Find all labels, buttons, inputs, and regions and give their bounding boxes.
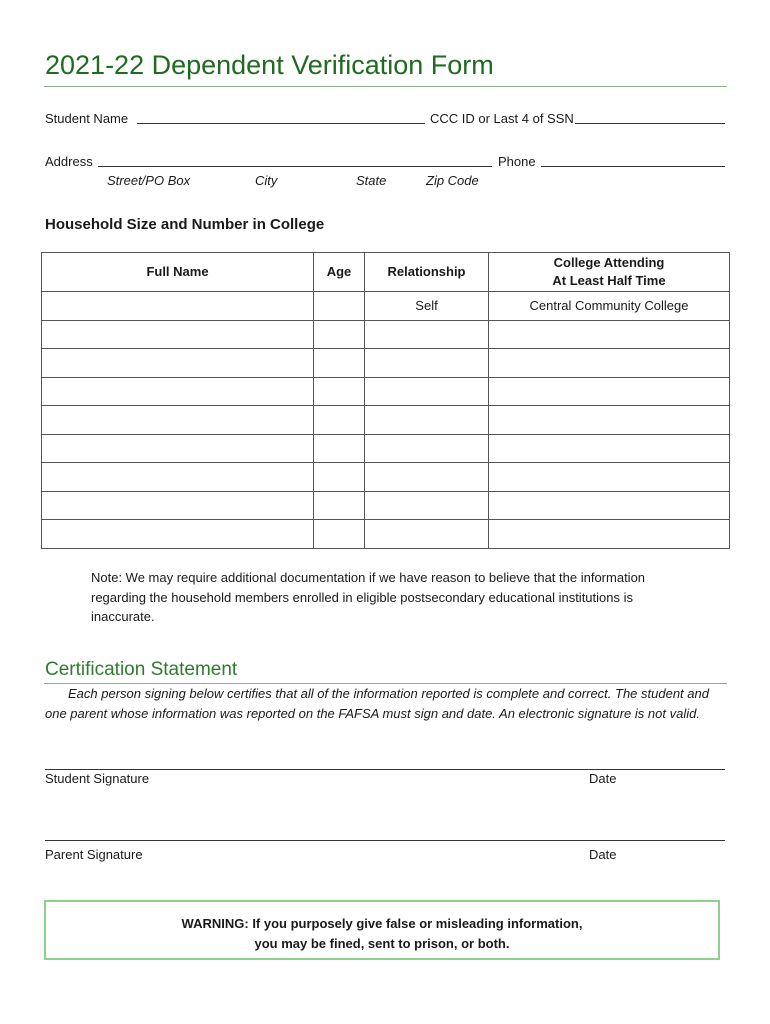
cell-age[interactable] xyxy=(314,377,365,406)
student-name-label: Student Name xyxy=(45,111,129,126)
warning-line2: you may be fined, sent to prison, or both. xyxy=(254,936,510,951)
cell-college[interactable] xyxy=(489,320,730,349)
table-row xyxy=(42,377,730,406)
warning-box xyxy=(44,900,720,960)
household-note: Note: We may require additional documentation if we have reason to believe that the information regarding the household members enrolled in eligible postsecondary educational institutions is inaccurate. xyxy=(91,570,646,624)
cell-age[interactable] xyxy=(314,520,365,549)
address-label: Address xyxy=(45,154,93,169)
cell-age[interactable] xyxy=(314,463,365,492)
certification-heading: Certification Statement xyxy=(45,659,238,680)
ccc-id-label: CCC ID or Last 4 of SSN xyxy=(430,111,574,126)
state-sublabel: State xyxy=(356,173,387,188)
ccc-id-field[interactable] xyxy=(575,123,725,124)
table-row xyxy=(42,406,730,435)
cell-relationship: Self xyxy=(365,292,489,321)
cell-full-name[interactable] xyxy=(42,320,314,349)
cell-age[interactable] xyxy=(314,320,365,349)
cell-age[interactable] xyxy=(314,406,365,435)
student-signature-label: Student Signature xyxy=(45,771,150,786)
table-row xyxy=(42,463,730,492)
street-sublabel: Street/PO Box xyxy=(107,173,191,188)
col-age: Age xyxy=(314,253,365,292)
zip-sublabel: Zip Code xyxy=(426,173,479,188)
col-college-line2: At Least Half Time xyxy=(552,273,666,288)
table-row xyxy=(42,320,730,349)
cell-college[interactable] xyxy=(489,491,730,520)
cell-age[interactable] xyxy=(314,349,365,378)
parent-signature-line[interactable] xyxy=(45,840,725,841)
cell-relationship[interactable] xyxy=(365,491,489,520)
col-college-line1: College Attending xyxy=(553,255,665,270)
student-date-label: Date xyxy=(589,771,617,786)
cell-relationship[interactable] xyxy=(365,349,489,378)
form-title: 2021-22 Dependent Verification Form xyxy=(45,50,494,80)
phone-label: Phone xyxy=(498,154,536,169)
table-row xyxy=(42,491,730,520)
student-signature-line[interactable] xyxy=(45,769,725,770)
phone-field[interactable] xyxy=(541,166,725,167)
cell-college: Central Community College xyxy=(489,292,730,321)
cell-full-name[interactable] xyxy=(42,463,314,492)
cell-full-name[interactable] xyxy=(42,349,314,378)
table-row xyxy=(42,349,730,378)
cell-relationship[interactable] xyxy=(365,434,489,463)
col-full-name: Full Name xyxy=(42,253,314,292)
address-field[interactable] xyxy=(98,166,492,167)
student-name-field[interactable] xyxy=(137,123,425,124)
certification-text: Each person signing below certifies that all of the information reported is complete and correct. The student and one parent whose information was reported on the FAFSA must sign and date. An electronic signature is not valid. xyxy=(45,686,709,721)
cell-relationship[interactable] xyxy=(365,463,489,492)
table-header-row xyxy=(42,253,730,292)
cell-full-name[interactable] xyxy=(42,377,314,406)
parent-date-label: Date xyxy=(589,847,617,862)
cell-full-name[interactable] xyxy=(42,292,314,321)
city-sublabel: City xyxy=(255,173,278,188)
cell-college[interactable] xyxy=(489,377,730,406)
cell-college[interactable] xyxy=(489,406,730,435)
cell-college[interactable] xyxy=(489,349,730,378)
cell-relationship[interactable] xyxy=(365,320,489,349)
cell-relationship[interactable] xyxy=(365,406,489,435)
col-college xyxy=(489,253,730,292)
table-row xyxy=(42,434,730,463)
cell-relationship[interactable] xyxy=(365,520,489,549)
table-row xyxy=(42,520,730,549)
warning-text xyxy=(46,914,718,954)
table-row xyxy=(42,292,730,321)
parent-signature-label: Parent Signature xyxy=(45,847,143,862)
cell-full-name[interactable] xyxy=(42,434,314,463)
cell-full-name[interactable] xyxy=(42,406,314,435)
cell-full-name[interactable] xyxy=(42,491,314,520)
col-relationship: Relationship xyxy=(365,253,489,292)
cell-age[interactable] xyxy=(314,491,365,520)
cell-relationship[interactable] xyxy=(365,377,489,406)
cell-college[interactable] xyxy=(489,463,730,492)
title-divider xyxy=(44,86,727,87)
household-table xyxy=(41,252,730,549)
cell-age[interactable] xyxy=(314,434,365,463)
household-heading: Household Size and Number in College xyxy=(45,216,325,233)
cell-full-name[interactable] xyxy=(42,520,314,549)
cell-college[interactable] xyxy=(489,520,730,549)
warning-line1: WARNING: If you purposely give false or misleading information, xyxy=(181,916,583,931)
cell-college[interactable] xyxy=(489,434,730,463)
cell-age[interactable] xyxy=(314,292,365,321)
